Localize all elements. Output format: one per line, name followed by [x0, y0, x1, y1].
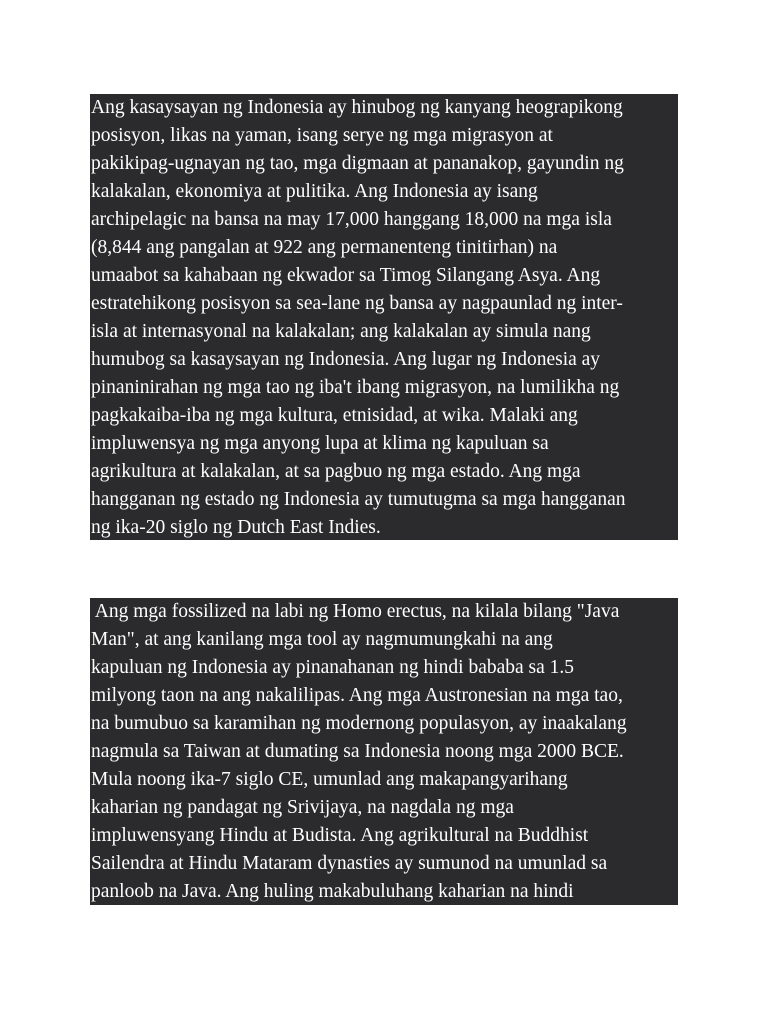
text-line: nagmula sa Taiwan at dumating sa Indonesia noong mga 2000 BCE. — [91, 741, 624, 762]
text-line: kaharian ng pandagat ng Srivijaya, na nagdala ng mga — [91, 797, 514, 818]
text-line: agrikultura at kalakalan, at sa pagbuo ng mga estado. Ang mga — [91, 461, 581, 482]
text-line: Mula noong ika-7 siglo CE, umunlad ang makapangyarihang — [91, 769, 568, 790]
text-line: archipelagic na bansa na may 17,000 hanggang 18,000 na mga isla — [91, 209, 612, 230]
text-line: hangganan ng estado ng Indonesia ay tumutugma sa mga hangganan — [91, 489, 626, 510]
text-line: Ang kasaysayan ng Indonesia ay hinubog ng kanyang heograpikong — [91, 97, 623, 118]
text-line: Sailendra at Hindu Mataram dynasties ay sumunod na umunlad sa — [91, 853, 608, 874]
paragraph-block-1 — [90, 94, 678, 540]
text-line: Ang mga fossilized na labi ng Homo erectus, na kilala bilang "Java — [91, 601, 620, 622]
paragraph-block-2 — [90, 598, 678, 905]
text-line: estratehikong posisyon sa sea-lane ng bansa ay nagpaunlad ng inter- — [91, 293, 623, 314]
text-line: pagkakaiba-iba ng mga kultura, etnisidad, at wika. Malaki ang — [91, 405, 578, 426]
text-line: impluwensya ng mga anyong lupa at klima ng kapuluan sa — [91, 433, 549, 454]
text-line: na bumubuo sa karamihan ng modernong populasyon, ay inaakalang — [91, 713, 627, 734]
text-line: humubog sa kasaysayan ng Indonesia. Ang lugar ng Indonesia ay — [91, 349, 601, 370]
text-line: posisyon, likas na yaman, isang serye ng mga migrasyon at — [91, 125, 553, 146]
text-line: (8,844 ang pangalan at 922 ang permanenteng tinitirhan) na — [91, 237, 558, 258]
text-line: ng ika-20 siglo ng Dutch East Indies. — [91, 517, 381, 538]
text-line: milyong taon na ang nakalilipas. Ang mga Austronesian na mga tao, — [91, 685, 623, 706]
text-line: Man", at ang kanilang mga tool ay nagmumungkahi na ang — [91, 629, 553, 650]
text-line: pinaninirahan ng mga tao ng iba't ibang migrasyon, na lumilikha ng — [91, 377, 620, 398]
text-line: kalakalan, ekonomiya at pulitika. Ang Indonesia ay isang — [91, 181, 538, 202]
text-line: kapuluan ng Indonesia ay pinanahanan ng hindi bababa sa 1.5 — [91, 657, 575, 678]
text-line: isla at internasyonal na kalakalan; ang kalakalan ay simula nang — [91, 321, 591, 342]
text-line: impluwensyang Hindu at Budista. Ang agrikultural na Buddhist — [91, 825, 589, 846]
text-line: panloob na Java. Ang huling makabuluhang kaharian na hindi — [91, 881, 574, 902]
text-line: pakikipag-ugnayan ng tao, mga digmaan at pananakop, gayundin ng — [91, 153, 624, 174]
text-line: umaabot sa kahabaan ng ekwador sa Timog Silangang Asya. Ang — [91, 265, 601, 286]
